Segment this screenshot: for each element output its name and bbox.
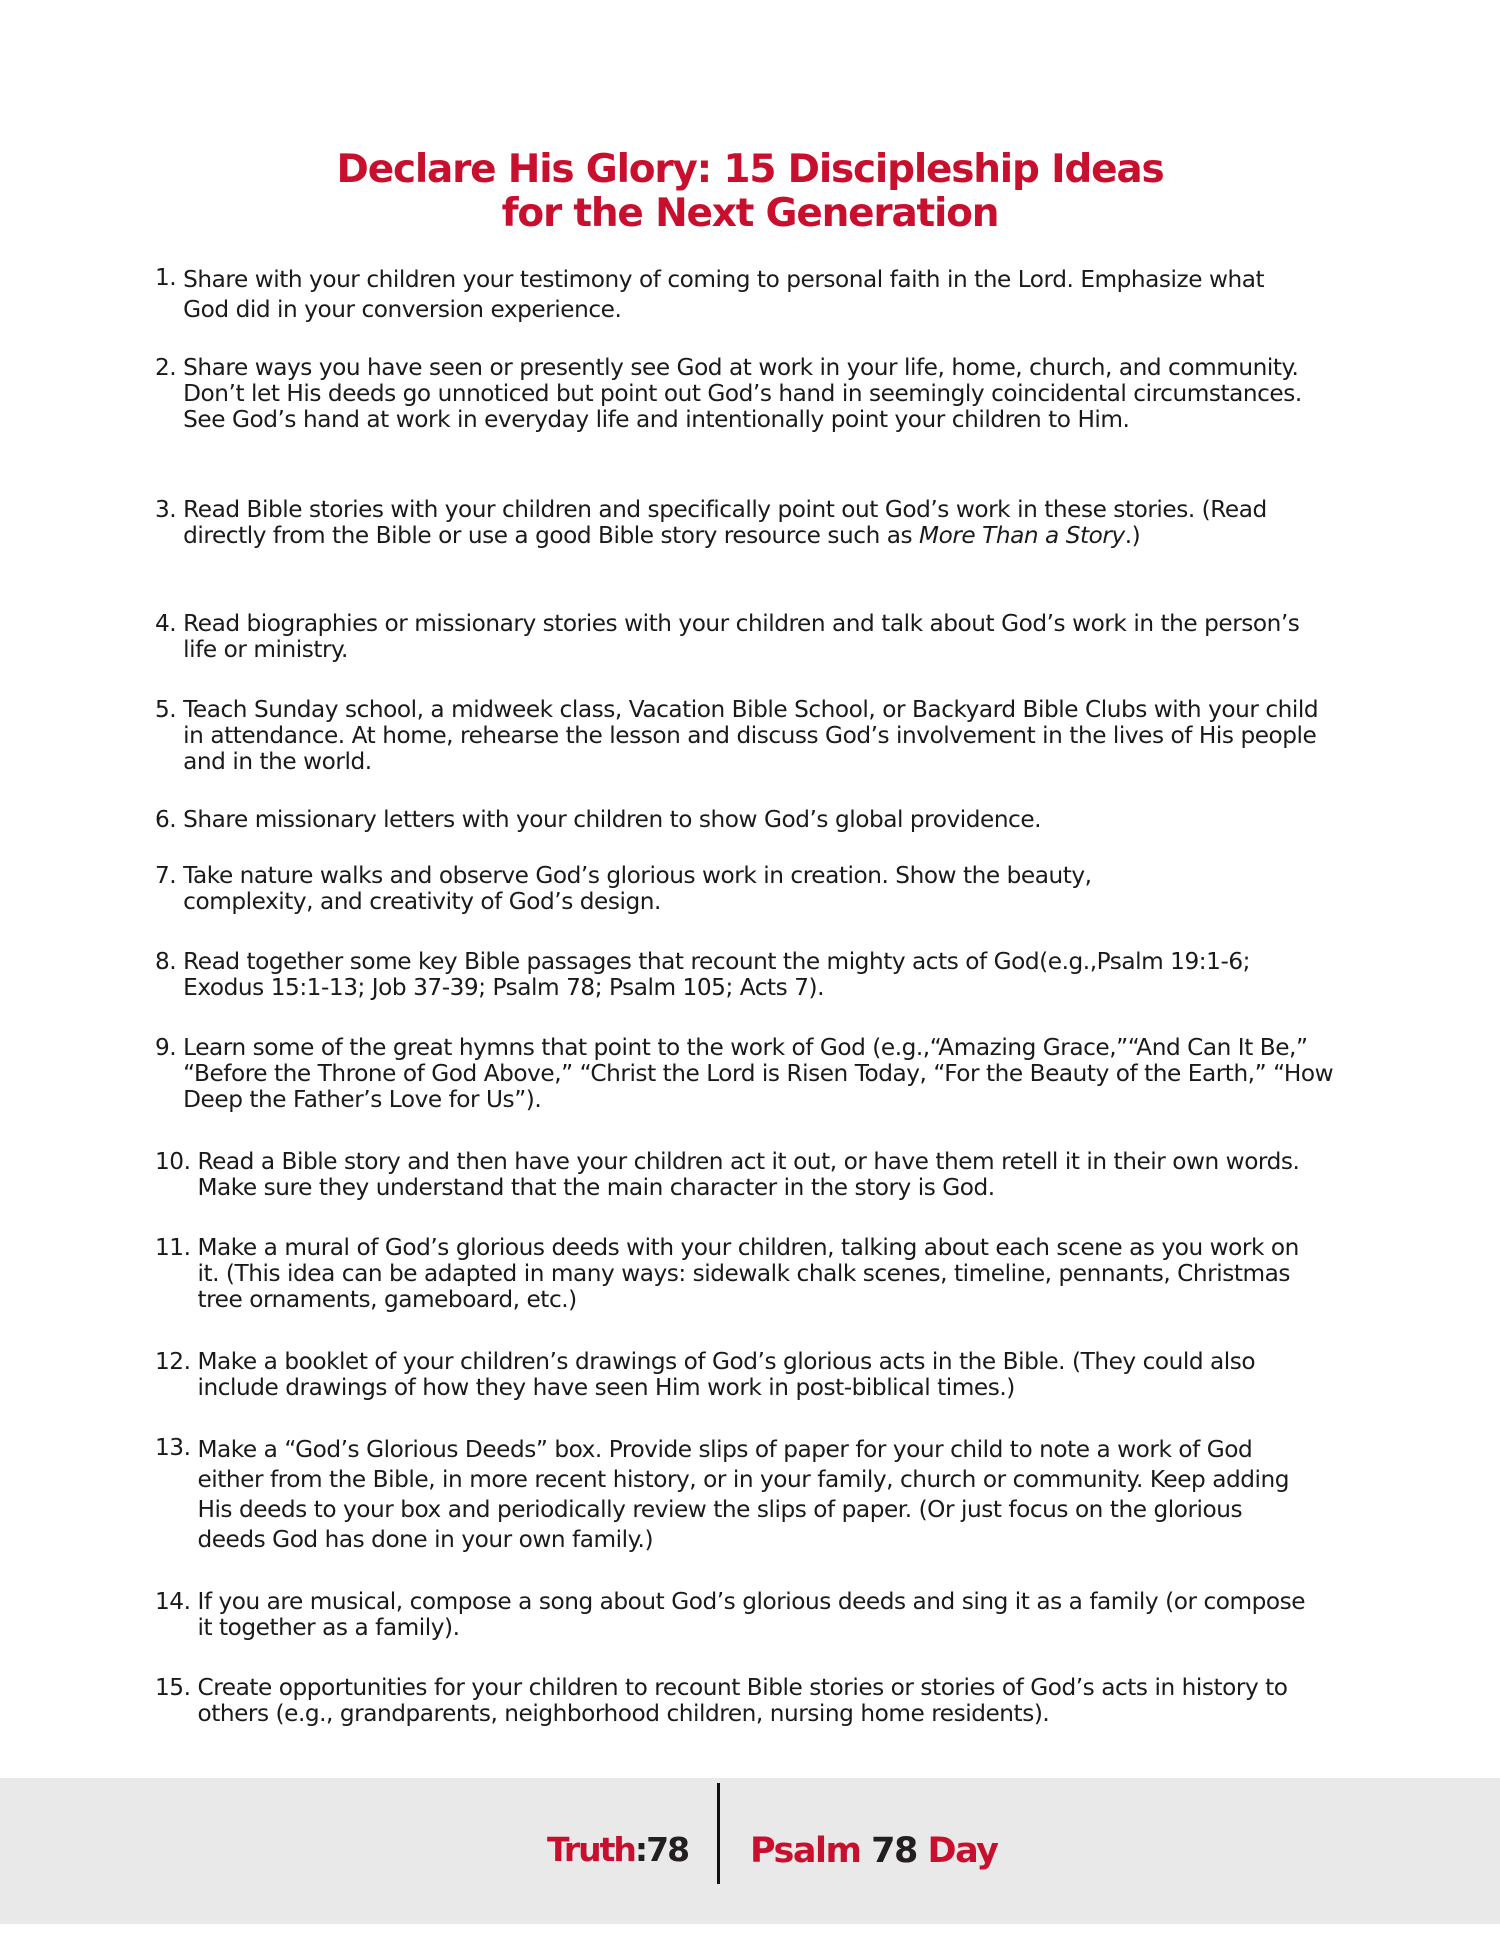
list-item — [155, 497, 1305, 549]
psalm78-logo-number: 78 — [871, 1831, 917, 1871]
item-number: 12. — [155, 1348, 191, 1375]
item-text: Share missionary letters with your children to show God’s global providence. — [183, 806, 1042, 833]
footer-divider — [717, 1783, 720, 1884]
item-text-after: .) — [1124, 522, 1141, 549]
item-text: Read biographies or missionary stories with your children and talk about God’s work in the person’s life or ministry. — [183, 610, 1300, 663]
list-item — [155, 1149, 1335, 1201]
footer-logos — [0, 1778, 1500, 1924]
item-text: Make a “God’s Glorious Deeds” box. Provide slips of paper for your child to note a work of God either from the Bible, in more recent history, or in your family, church or community. Keep adding His deeds to your box and periodically review the slips of paper. (Or just focus on the glorious deeds God has done in your own family.) — [197, 1436, 1290, 1553]
list-item — [155, 1349, 1315, 1401]
psalm78-logo-day: Day — [916, 1831, 998, 1871]
item-number: 13. — [155, 1434, 191, 1461]
page-title — [0, 148, 1500, 236]
item-text: Take nature walks and observe God’s glorious work in creation. Show the beauty, complexity, and creativity of God’s design. — [183, 862, 1092, 915]
item-text: Make a booklet of your children’s drawings of God’s glorious acts in the Bible. (They could also include drawings of how they have seen Him work in post-biblical times.) — [197, 1348, 1256, 1401]
list-item — [155, 1035, 1335, 1113]
item-number: 11. — [155, 1234, 191, 1261]
item-text: Share ways you have seen or presently see God at work in your life, home, church, and community. Don’t let His deeds go unnoticed but point out God’s hand in seemingly coincidental circumstances. See God’s hand at work in everyday life and intentionally point your children to Him. — [183, 354, 1302, 433]
list-item — [155, 265, 1315, 325]
list-item — [155, 807, 1315, 833]
truth78-logo — [547, 1830, 688, 1870]
item-text: Make a mural of God’s glorious deeds with your children, talking about each scene as you work on it. (This idea can be adapted in many ways: sidewalk chalk scenes, timeline, pennants, Christmas tree ornaments, gameboard, etc.) — [197, 1234, 1299, 1313]
list-item — [155, 697, 1335, 775]
footer-band — [0, 1778, 1500, 1924]
item-number: 5. — [155, 696, 177, 723]
item-text: Read together some key Bible passages that recount the mighty acts of God(e.g.,Psalm 19:1-6; Exodus 15:1-13; Job 37-39; Psalm 78; Psalm 105; Acts 7). — [183, 948, 1251, 1001]
list-item — [155, 949, 1295, 1001]
item-number: 1. — [155, 264, 177, 291]
item-number: 8. — [155, 948, 177, 975]
item-text: If you are musical, compose a song about God’s glorious deeds and sing it as a family (or compose it together as a family). — [197, 1588, 1306, 1641]
psalm78-logo-psalm: Psalm — [750, 1831, 872, 1871]
item-text — [183, 497, 1305, 549]
item-text: Learn some of the great hymns that point to the work of God (e.g.,“Amazing Grace,”“And Can It Be,” “Before the Throne of God Above,” “Christ the Lord is Risen Today, “For the Beauty of the Earth,” “How Deep the Father’s Love for Us”). — [183, 1034, 1334, 1113]
list-item — [155, 863, 1215, 915]
item-number: 15. — [155, 1674, 191, 1701]
item-number: 6. — [155, 806, 177, 833]
title-line-1: Declare His Glory: 15 Discipleship Ideas — [336, 147, 1164, 193]
list-item — [155, 611, 1315, 663]
item-text: Read a Bible story and then have your children act it out, or have them retell it in their own words. Make sure they understand that the main character in the story is God. — [197, 1148, 1300, 1201]
item-text: Teach Sunday school, a midweek class, Vacation Bible School, or Backyard Bible Clubs with your child in attendance. At home, rehearse the lesson and discuss God’s involvement in the lives of His people and in the world. — [183, 696, 1319, 775]
list-item — [155, 1435, 1295, 1555]
truth78-logo-number: :78 — [634, 1830, 689, 1869]
list-item — [155, 355, 1305, 433]
psalm78-day-logo — [750, 1830, 997, 1872]
list-item — [155, 1235, 1315, 1313]
book-title-italic: More Than a Story — [919, 522, 1125, 549]
item-number: 14. — [155, 1588, 191, 1615]
list-item — [155, 1675, 1295, 1727]
list-item — [155, 1589, 1315, 1641]
item-number: 2. — [155, 354, 177, 381]
item-number: 3. — [155, 496, 177, 523]
truth78-logo-word: Truth — [547, 1830, 635, 1869]
item-number: 9. — [155, 1034, 177, 1061]
item-text-before: Read Bible stories with your children and specifically point out God’s work in these stories. (Read directly from the Bible or use a good Bible story resource such as — [183, 496, 1267, 549]
item-number: 10. — [155, 1148, 191, 1175]
title-line-2: for the Next Generation — [501, 191, 999, 237]
item-text: Create opportunities for your children to recount Bible stories or stories of God’s acts in history to others (e.g., grandparents, neighborhood children, nursing home residents). — [197, 1674, 1288, 1727]
item-number: 4. — [155, 610, 177, 637]
item-text: Share with your children your testimony of coming to personal faith in the Lord. Emphasize what God did in your conversion experience. — [183, 266, 1265, 323]
item-number: 7. — [155, 862, 177, 889]
